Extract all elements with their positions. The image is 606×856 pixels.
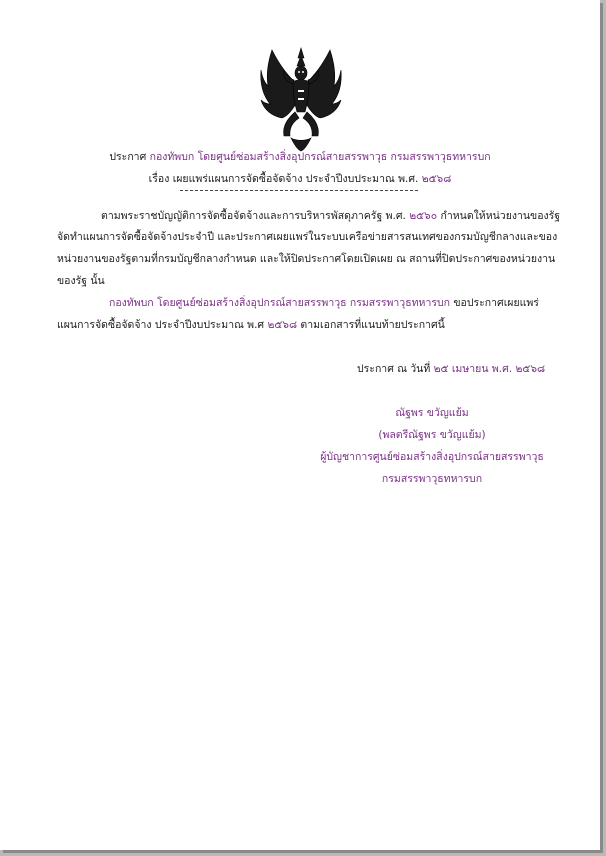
p1-year: ๒๕๖๐ <box>409 210 438 222</box>
signature-department: กรมสรรพาวุธทหารบก <box>381 473 483 485</box>
signature-position: ผู้บัญชาการศูนย์ซ่อมสร้างสิ่งอุปกรณ์สายสรรพาวุธ <box>320 451 544 463</box>
p1-text-b: กำหนดให้หน่วยงานของรัฐ <box>440 210 561 222</box>
paragraph-2-line-2 <box>57 319 445 332</box>
p2-text-c: ตามเอกสารที่แนบท้ายประกาศนี้ <box>300 319 445 331</box>
title-divider <box>180 190 418 191</box>
paragraph-1-line-1 <box>101 210 560 223</box>
subject-text: เผยแพร่แผนการจัดซื้อจัดจ้าง ประจำปีงบประมาณ พ.ศ. <box>172 173 419 185</box>
announcement-subject <box>0 173 600 186</box>
announcement-prefix: ประกาศ <box>109 151 147 163</box>
garuda-emblem-icon <box>258 46 344 152</box>
p2-year: ๒๕๖๘ <box>267 319 298 331</box>
announcement-agency: กองทัพบก โดยศูนย์ซ่อมสร้างสิ่งอุปกรณ์สายสรรพาวุธ กรมสรรพาวุธทหารบก <box>149 151 491 163</box>
date-prefix: ประกาศ ณ วันที่ <box>357 363 431 375</box>
paragraph-1-line-3: หน่วยงานของรัฐตามที่กรมบัญชีกลางกำหนด และให้ปิดประกาศโดยเปิดเผย ณ สถานที่ปิดประกาศของหน่วยงาน <box>57 253 556 265</box>
paragraph-1-line-4: ของรัฐ นั้น <box>57 275 105 287</box>
signature-full-name: (พลตรีณัฐพร ขวัญแย้ม) <box>378 429 486 441</box>
date-day: ๒๕ <box>433 363 449 375</box>
announcement-title <box>0 151 600 164</box>
p1-text-a: ตามพระราชบัญญัติการจัดซื้อจัดจ้างและการบริหารพัสดุภาครัฐ พ.ศ. <box>101 210 406 222</box>
subject-year: ๒๕๖๘ <box>421 173 452 185</box>
paragraph-1-line-2: จัดทำแผนการจัดซื้อจัดจ้างประจำปี และประกาศเผยแพร่ในระบบเครือข่ายสารสนเทศของกรมบัญชีกลางและของ <box>57 231 558 243</box>
subject-prefix: เรื่อง <box>148 173 170 185</box>
date-year: ๒๕๖๘ <box>515 363 546 375</box>
announcement-date <box>357 363 545 376</box>
signature-name: ณัฐพร ขวัญแย้ม <box>395 407 469 419</box>
date-era: พ.ศ. <box>491 363 513 375</box>
p2-text-a: แผนการจัดซื้อจัดจ้าง ประจำปีงบประมาณ พ.ศ <box>57 319 265 331</box>
paragraph-2-line-1 <box>109 297 539 310</box>
p2-agency: กองทัพบก โดยศูนย์ซ่อมสร้างสิ่งอุปกรณ์สายสรรพาวุธ กรมสรรพาวุธทหารบก <box>109 297 451 309</box>
date-month: เมษายน <box>451 363 489 375</box>
p2-text-b: ขอประกาศเผยแพร่ <box>453 297 539 309</box>
